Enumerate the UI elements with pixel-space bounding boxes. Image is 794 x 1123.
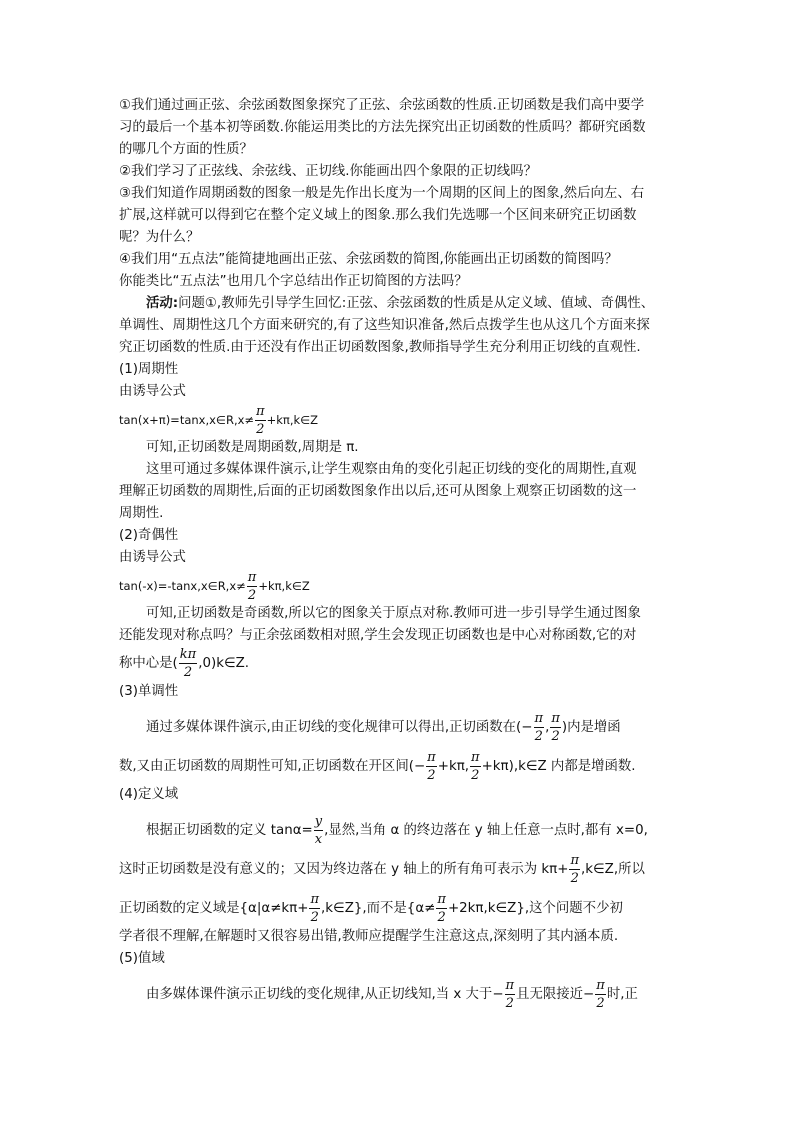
parity-line-3: 称中心是( $\frac{k\pi}{2}$ ,0)k∈Z. <box>119 646 250 680</box>
fraction-pi-over-2: $\frac{\pi}{2}$ <box>437 891 446 925</box>
question-3-line-2: 扩展,这样就可以得到它在整个定义域上的图象.那么我们先选哪一个区间来研究正切函数 <box>119 208 637 223</box>
fraction-y-over-x: $\frac{y}{x}$ <box>314 813 323 847</box>
fraction-pi-over-2: $\frac{\pi}{2}$ <box>534 710 544 744</box>
question-1-line-1: ①我们通过画正弦、余弦函数图象探究了正弦、余弦函数的性质.正切函数是我们高中要学 <box>119 98 645 113</box>
section-parity: (2)奇偶性 <box>119 528 179 543</box>
range-line-1: 由多媒体课件演示正切线的变化规律,从正切线知,当 x 大于− $\frac{\pi}{2}$ 且无限接近− $\frac{\pi}{2}$ 时,正 <box>146 977 638 1011</box>
fraction-pi-over-2: $\frac{\pi}{2}$ <box>505 977 515 1011</box>
fraction-pi-over-2: $\frac{\pi}{2}$ <box>427 749 436 783</box>
section-periodicity: (1)周期性 <box>119 362 179 377</box>
question-3-line-1: ③我们知道作周期函数的图象一般是先作出长度为一个周期的区间上的图象,然后向左、右 <box>119 186 645 201</box>
activity-line-2: 单调性、周期性这几个方面来研究的,有了这些知识准备,然后点拨学生也从这几个方面来探 <box>119 318 650 333</box>
question-4-line-2: 你能类比“五点法”也用几个字总结出作正切简图的方法吗？ <box>119 274 468 289</box>
activity-line-3: 究正切函数的性质.由于还没有作出正切函数图象,教师指导学生充分利用正切线的直观性. <box>119 340 641 355</box>
domain-line-1: 根据正切函数的定义 tanα= $\frac{y}{x}$ ,显然,当角 α 的终边落在 y 轴上任意一点时,都有 x=0, <box>146 813 648 847</box>
parity-line-1: 可知,正切函数是奇函数,所以它的图象关于原点对称.教师可进一步引导学生通过图象 <box>146 606 641 621</box>
section-domain: (4)定义域 <box>119 787 179 802</box>
question-1-line-3: 的哪几个方面的性质？ <box>119 142 253 157</box>
paragraph-multimedia-line-3: 周期性. <box>119 506 164 521</box>
fraction-pi-over-2: $\frac{\pi}{2}$ <box>596 977 605 1011</box>
paragraph-multimedia-line-2: 理解正切函数的周期性,后面的正切函数图象作出以后,还可从图象上观察正切函数的这一 <box>119 484 637 499</box>
activity-label: 活动: <box>146 296 179 311</box>
question-3-line-3: 呢？为什么？ <box>119 230 200 245</box>
fraction-k-pi-over-2: $\frac{k\pi}{2}$ <box>179 646 197 680</box>
induction-formula-label-2: 由诱导公式 <box>119 550 186 565</box>
domain-line-3: 正切函数的定义域是{α|α≠kπ+ $\frac{\pi}{2}$ ,k∈Z},而不是{α≠ $\frac{\pi}{2}$ +2kπ,k∈Z},这个问题不少初 <box>119 891 623 925</box>
document-body <box>119 95 687 1012</box>
monotonicity-line-1: 通过多媒体课件演示,由正切线的变化规律可以得出,正切函数在(− $\frac{\pi}{2}$ , $\frac{\pi}{2}$ )内是增函 <box>146 710 621 744</box>
monotonicity-line-2: 数,又由正切函数的周期性可知,正切函数在开区间(− $\frac{\pi}{2}$ +kπ, $\frac{\pi}{2}$ +kπ),k∈Z 内都是增函数. <box>119 749 636 783</box>
fraction-pi-over-2: $\frac{\pi}{2}$ <box>310 891 320 925</box>
domain-line-4: 学者很不理解,在解题时又很容易出错,教师应提醒学生注意这点,深刻明了其内涵本质. <box>119 929 619 944</box>
fraction-pi-over-2: $\frac{\pi}{2}$ <box>471 749 480 783</box>
period-conclusion: 可知,正切函数是周期函数,周期是 π. <box>146 440 359 455</box>
formula-periodicity: tan(x+π)=tanx,x∈R,x≠ $\frac{\pi}{2}$ +kπ,k∈Z <box>119 404 319 437</box>
section-range: (5)值域 <box>119 951 165 966</box>
section-monotonicity: (3)单调性 <box>119 684 179 699</box>
question-4-line-1: ④我们用“五点法”能简捷地画出正弦、余弦函数的简图,你能画出正切函数的简图吗？ <box>119 252 618 267</box>
induction-formula-label-1: 由诱导公式 <box>119 384 186 399</box>
fraction-pi-over-2: $\frac{\pi}{2}$ <box>247 570 257 603</box>
fraction-pi-over-2: $\frac{\pi}{2}$ <box>256 404 265 437</box>
formula-parity: tan(-x)=-tanx,x∈R,x≠ $\frac{\pi}{2}$ +kπ,k∈Z <box>119 570 310 603</box>
question-1-line-2: 习的最后一个基本初等函数.你能运用类比的方法先探究出正切函数的性质吗？都研究函数 <box>119 120 646 135</box>
fraction-pi-over-2: $\frac{\pi}{2}$ <box>551 710 560 744</box>
question-2: ②我们学习了正弦线、余弦线、正切线.你能画出四个象限的正切线吗？ <box>119 164 537 179</box>
paragraph-multimedia-line-1: 这里可通过多媒体课件演示,让学生观察由角的变化引起正切线的变化的周期性,直观 <box>146 462 637 477</box>
domain-line-2: 这时正切函数是没有意义的；又因为终边落在 y 轴上的所有角可表示为 kπ+ $\frac{\pi}{2}$ ,k∈Z,所以 <box>119 852 645 886</box>
fraction-pi-over-2: $\frac{\pi}{2}$ <box>570 852 579 886</box>
parity-line-2: 还能发现对称点吗？与正余弦函数相对照,学生会发现正切函数也是中心对称函数,它的对 <box>119 628 637 643</box>
activity-line-1: 活动:问题①,教师先引导学生回忆:正弦、余弦函数的性质是从定义域、值域、奇偶性、 <box>146 296 655 311</box>
